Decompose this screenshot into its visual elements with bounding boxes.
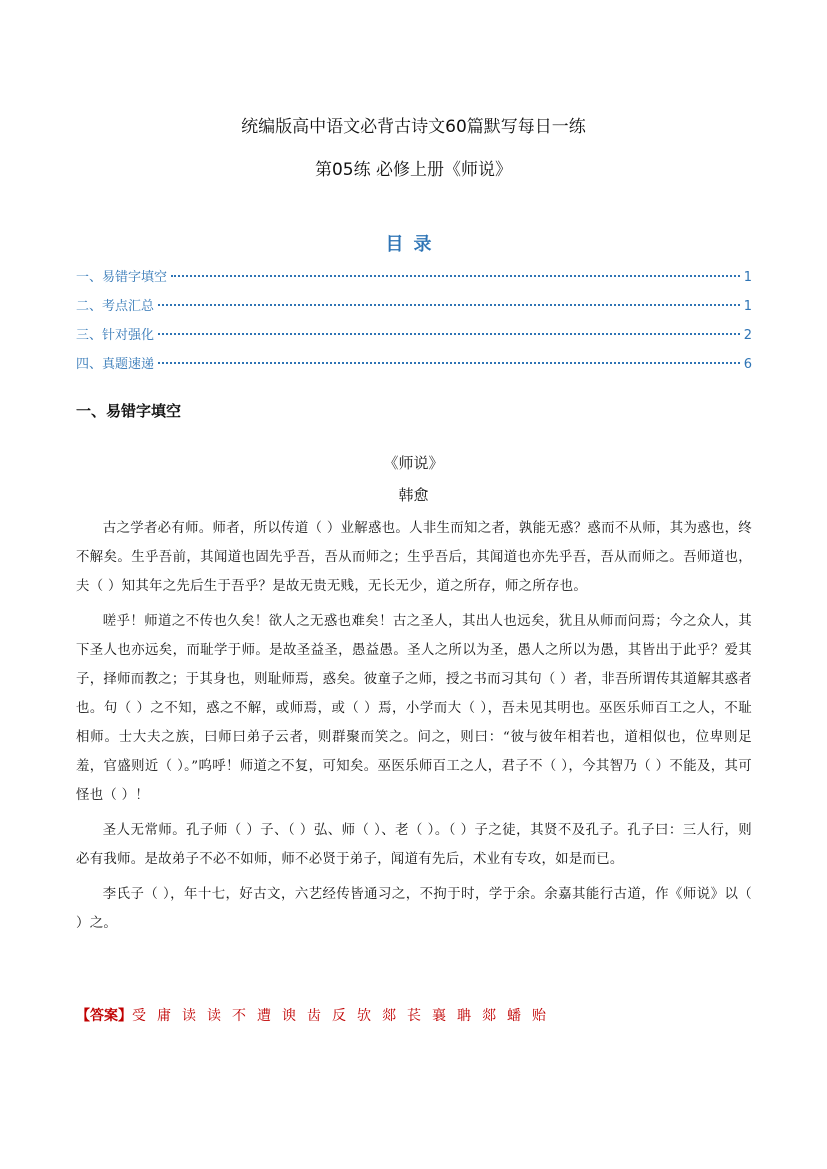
answer-item: 遭 xyxy=(257,1008,271,1024)
toc-entry-label: 一、易错字填空 xyxy=(76,270,168,285)
toc-entry-4[interactable] xyxy=(76,353,752,382)
paragraph: 李氏子（ ），年十七，好古文，六艺经传皆通习之，不拘于时，学于余。余嘉其能行古道，作《师说》以（ ）之。 xyxy=(76,887,752,931)
answer-item: 读 xyxy=(207,1008,221,1024)
answer-item: 庸 xyxy=(157,1008,171,1024)
toc-leader xyxy=(158,362,740,364)
answer-item: 郯 xyxy=(382,1008,396,1024)
answer-line xyxy=(76,1005,752,1025)
paragraph: 嗟乎！师道之不传也久矣！欲人之无惑也难矣！古之圣人，其出人也远矣，犹且从师而问焉；今之众人，其下圣人也亦远矣，而耻学于师。是故圣益圣，愚益愚。圣人之所以为圣，愚人之所以为愚，其皆出于此乎？爱其子，择师而教之；于其身也，则耻师焉，惑矣。彼童子之师，授之书而习其句（ ）者，非吾所谓传其道解其惑者也。句（ ）之不知，惑之不解，或师焉，或（ ）焉，小学而大（ ），吾未见其明也。巫医乐师百工之人，不耻相师。士大夫之族，曰师曰弟子云者，则群聚而笑之。问之，则曰：“彼与彼年相若也，道相似也，位卑则足羞，官盛则近（ ）。”呜呼！师道之不复，可知矣。巫医乐师百工之人，君子不（ ），今其智乃（ ）不能及，其可怪也（ ）！ xyxy=(76,614,752,803)
paragraph: 古之学者必有师。师者，所以传道（ ）业解惑也。人非生而知之者，孰能无惑？惑而不从师，其为惑也，终不解矣。生乎吾前，其闻道也固先乎吾，吾从而师之；生乎吾后，其闻道也亦先乎吾，吾从而师之。吾师道也，夫（ ）知其年之先后生于吾乎？是故无贵无贱，无长无少，道之所存，师之所存也。 xyxy=(76,521,752,594)
toc-entry-page: 6 xyxy=(743,357,752,372)
poem-author: 韩愈 xyxy=(398,486,429,504)
section-heading: 一、易错字填空 xyxy=(76,402,182,420)
answer-item: 欤 xyxy=(357,1008,371,1024)
toc-entry-page: 1 xyxy=(743,299,752,314)
toc-entry-page: 1 xyxy=(743,270,752,285)
poem-body xyxy=(76,514,752,944)
table-of-contents xyxy=(76,266,752,382)
toc-entry-label: 二、考点汇总 xyxy=(76,299,155,314)
toc-leader xyxy=(171,275,740,277)
answer-item: 聃 xyxy=(457,1008,471,1024)
toc-leader xyxy=(158,333,740,335)
answer-item: 受 xyxy=(132,1008,146,1024)
answer-item: 苌 xyxy=(407,1008,421,1024)
poem-title: 《师说》 xyxy=(383,454,444,472)
toc-heading: 目录 xyxy=(385,234,442,255)
answer-items xyxy=(132,1008,557,1024)
answer-item: 蟠 xyxy=(507,1008,521,1024)
answer-item: 襄 xyxy=(432,1008,446,1024)
toc-entry-2[interactable] xyxy=(76,295,752,324)
answer-item: 齿 xyxy=(307,1008,321,1024)
toc-entry-label: 四、真题速递 xyxy=(76,357,155,372)
answer-item: 贻 xyxy=(532,1008,546,1024)
toc-entry-3[interactable] xyxy=(76,324,752,353)
answer-item: 郯 xyxy=(482,1008,496,1024)
answer-item: 反 xyxy=(332,1008,346,1024)
answer-item: 读 xyxy=(182,1008,196,1024)
answer-item: 谀 xyxy=(282,1008,296,1024)
paragraph: 圣人无常师。孔子师（ ）子、（ ）弘、师（ ）、老（ ）。（ ）子之徒，其贤不及孔子。孔子曰：三人行，则必有我师。是故弟子不必不如师，师不必贤于弟子，闻道有先后，术业有专攻，如是而已。 xyxy=(76,823,752,867)
document-subtitle: 第05练 必修上册《师说》 xyxy=(314,160,513,180)
toc-leader xyxy=(158,304,740,306)
toc-entry-page: 2 xyxy=(743,328,752,343)
document-title: 统编版高中语文必背古诗文60篇默写每日一练 xyxy=(241,117,586,137)
toc-entry-1[interactable] xyxy=(76,266,752,295)
answer-item: 不 xyxy=(232,1008,246,1024)
toc-entry-label: 三、针对强化 xyxy=(76,328,155,343)
answer-label: 【答案】 xyxy=(76,1008,132,1024)
